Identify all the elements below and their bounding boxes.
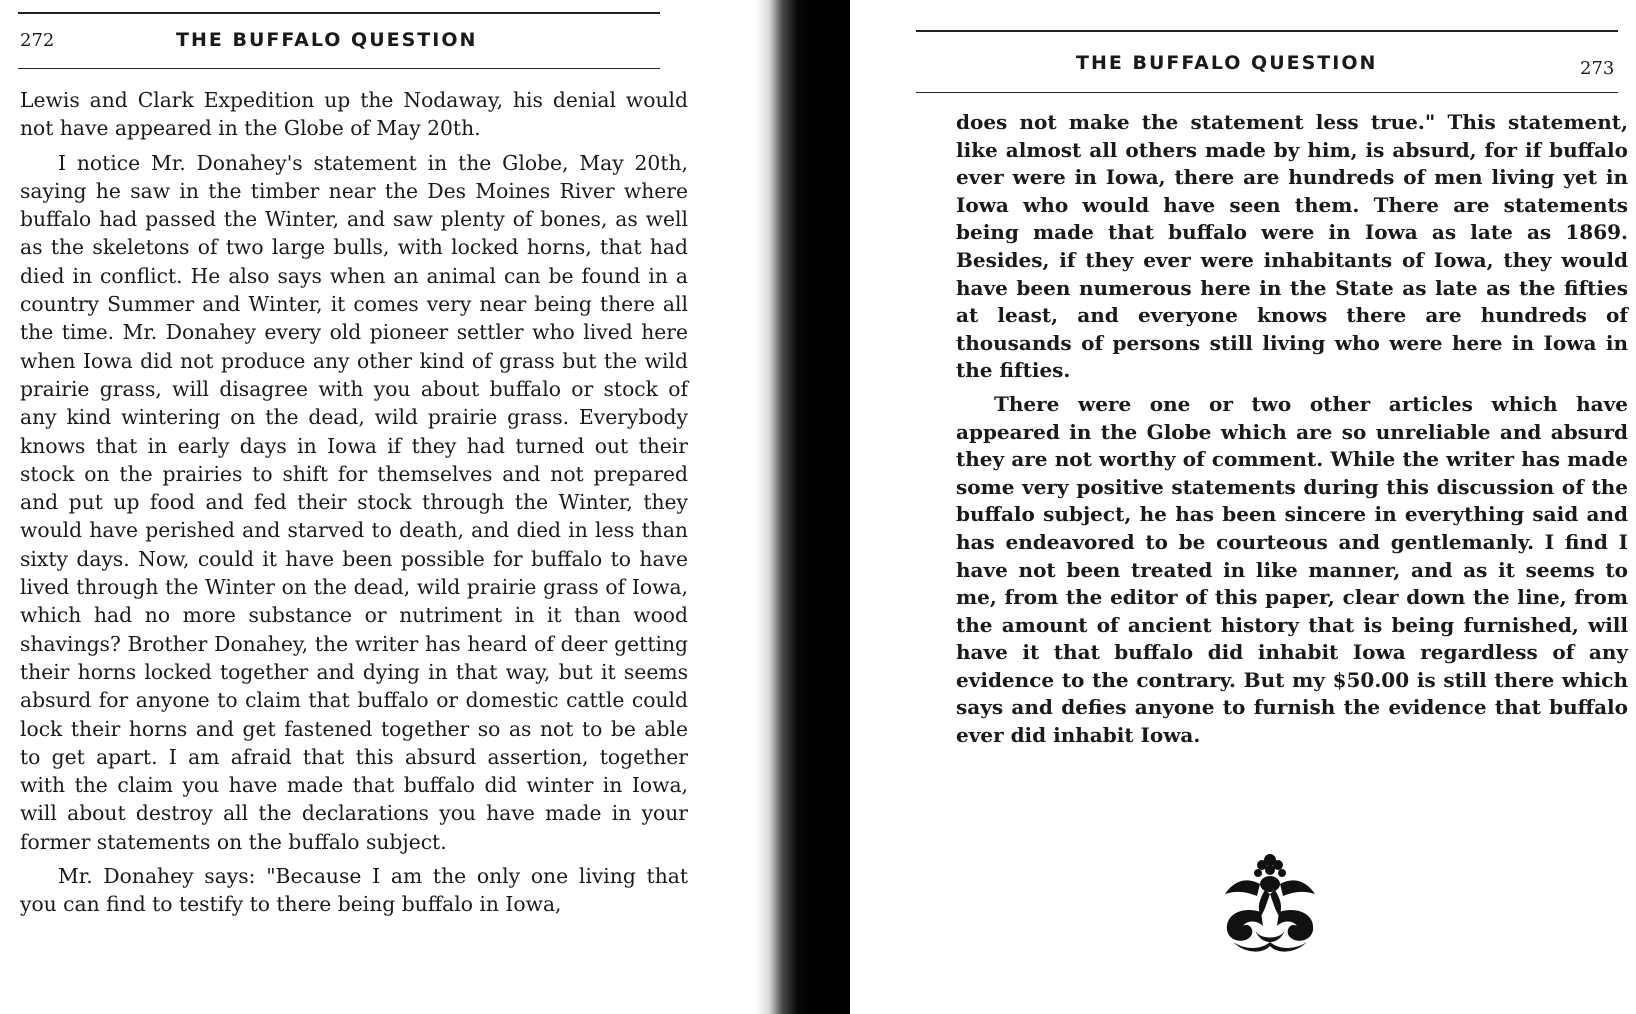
paragraph: Mr. Donahey says: "Because I am the only one living that you can find to testify to there being buffalo in Iowa, [20, 864, 688, 917]
top-rule [18, 12, 660, 14]
page-number-right: 273 [1580, 58, 1615, 79]
left-page-body [20, 86, 688, 925]
paragraph: Lewis and Clark Expedition up the Nodaway, his denial would not have appeared in the Globe of May 20th. [20, 88, 688, 141]
book-gutter-shadow [756, 0, 850, 1014]
floral-ornament-icon [1215, 850, 1325, 960]
head-rule [18, 68, 660, 69]
left-page [0, 0, 740, 1014]
running-head-right: THE BUFFALO QUESTION [1076, 52, 1378, 74]
running-head-left: THE BUFFALO QUESTION [176, 29, 478, 51]
paragraph: I notice Mr. Donahey's statement in the Globe, May 20th, saying he saw in the timber near the Des Moines River where buffalo had passed the Winter, and saw plenty of bones, as well as the skeletons of two large bulls, with locked horns, that had died in conflict. He also says when an animal can be found in a country Summer and Winter, it comes very near being there all the time. Mr. Donahey every old pioneer settler who lived here when Iowa did not produce any other kind of grass but the wild prairie grass, will disagree with you about buffalo or stock of any kind wintering on the dead, wild prairie grass. Everybody knows that in early days in Iowa if they had turned out their stock on the prairies to shift for themselves and not prepared and put up food and fed their stock through the Winter, they would have perished and starved to death, and died in less than sixty days. Now, could it have been possible for buffalo to have lived through the Winter on the dead, wild prairie grass of Iowa, which had no more substance or nutriment in it than wood shavings? Brother Donahey, the writer has heard of deer getting their horns locked together and dying in that way, but it seems absurd for anyone to claim that buffalo or domestic cattle could lock their horns and get fastened together so as not to be able to get apart. I am afraid that this absurd assertion, together with the claim you have made that buffalo did winter in Iowa, will about destroy all the declarations you have made in your former statements on the buffalo subject. [20, 150, 688, 854]
paragraph: There were one or two other articles which have appeared in the Globe which are so unreliable and absurd they are not worthy of comment. While the writer has made some very positive statements during this discussion of the buffalo subject, he has been sincere in everything said and has endeavored to be courteous and gentlemanly. I find I have not been treated in like manner, and as it seems to me, from the editor of this paper, clear down the line, from the amount of ancient history that is being furnished, will have it that buffalo did inhabit Iowa regardless of any evidence to the contrary. But my $50.00 is still there which says and defies anyone to furnish the evidence that buffalo ever did inhabit Iowa. [956, 391, 1628, 748]
paragraph: does not make the statement less true." This statement, like almost all others made by him, is absurd, for if buffalo ever were in Iowa, there are hundreds of men living yet in Iowa who would have seen them. There are statements being made that buffalo were in Iowa as late as 1869. Besides, if they ever were inhabitants of Iowa, they would have been numerous here in the State as late as the fifties at least, and everyone knows there are hundreds of thousands of persons still living who were here in Iowa in the fifties. [956, 110, 1628, 383]
top-rule [916, 30, 1618, 32]
head-rule [916, 92, 1618, 93]
right-page-body [956, 109, 1628, 756]
page-number-left: 272 [20, 30, 55, 51]
